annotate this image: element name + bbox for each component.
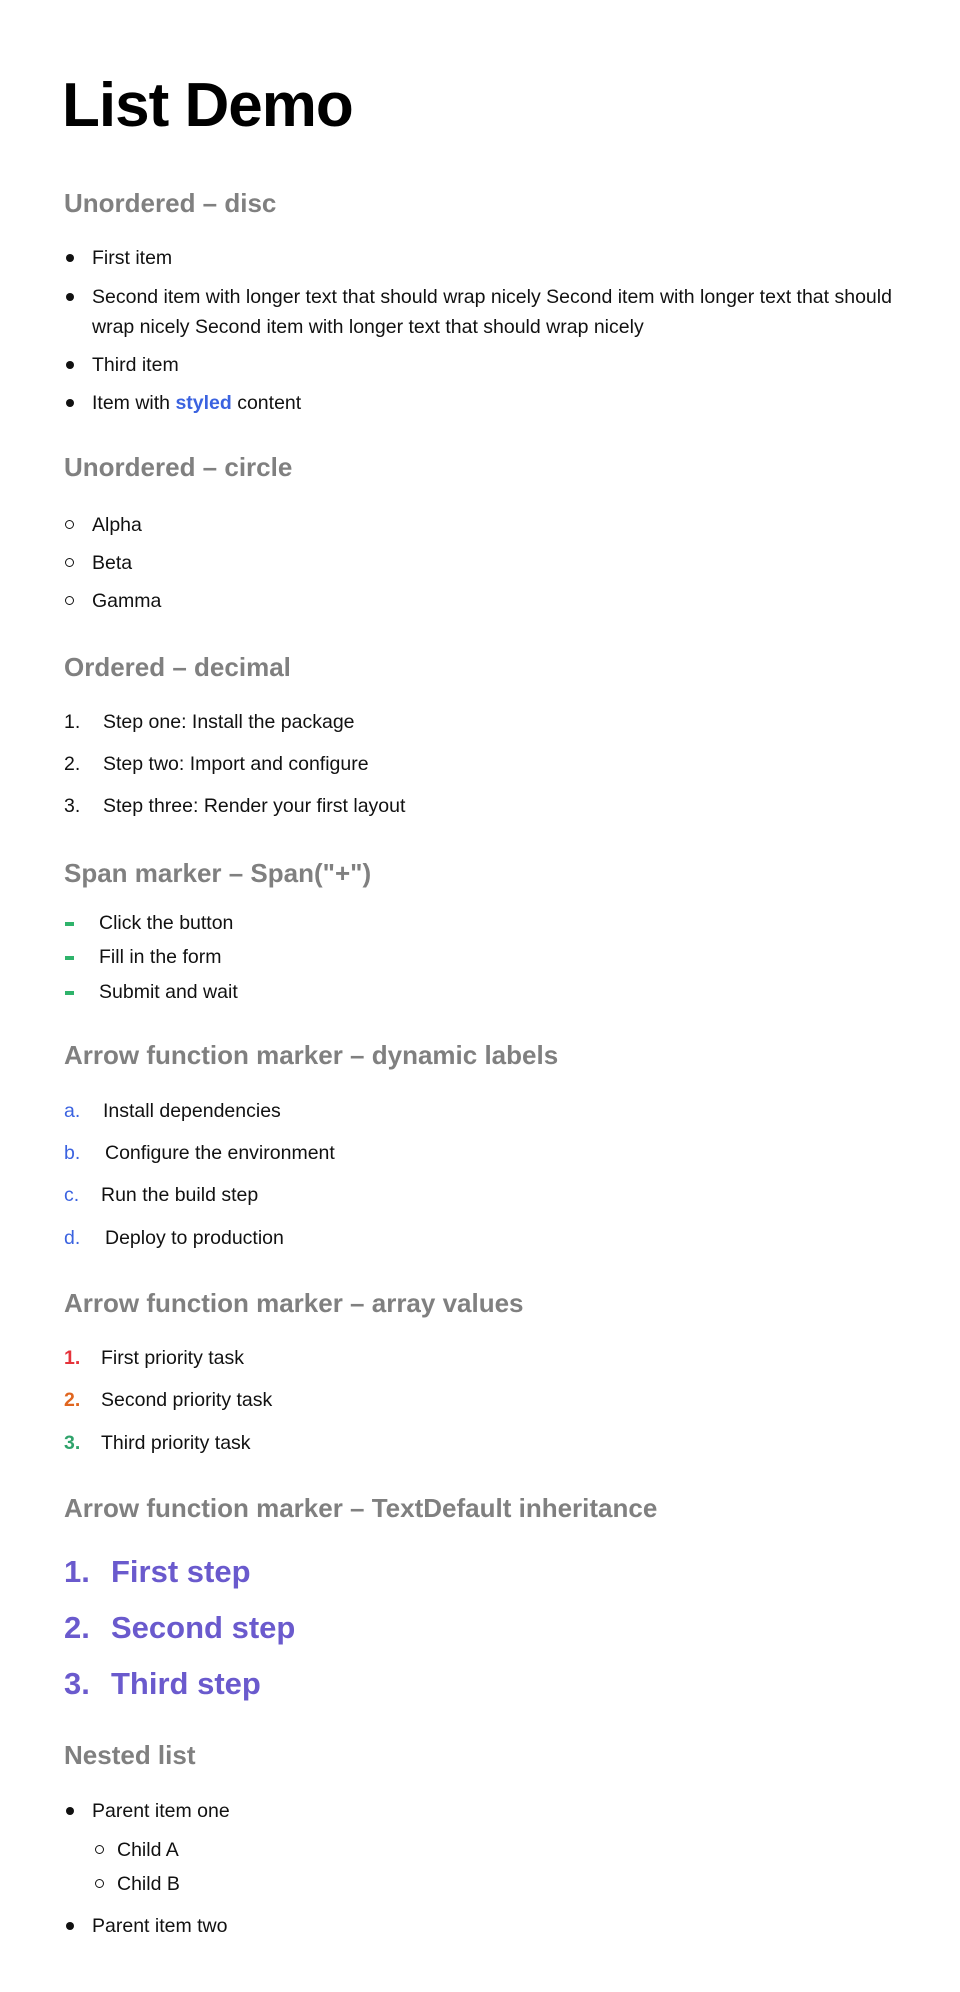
item-text: Parent item two: [92, 1915, 228, 1937]
list-marker: 1.: [64, 1347, 81, 1369]
item-text: Submit and wait: [99, 981, 238, 1003]
item-text: Second item with longer text that should wrap nicely Second item with longer text that should wrap nicely Second item with longer text that should wrap nicely: [92, 286, 892, 338]
circle-bullet-icon: [65, 520, 74, 529]
item-text: Child B: [117, 1873, 180, 1895]
item-text: Second step: [111, 1610, 296, 1645]
disc-bullet-icon: [66, 361, 74, 369]
item-text: Click the button: [99, 912, 234, 934]
disc-bullet-icon: [66, 1922, 74, 1930]
disc-bullet-icon: [66, 293, 74, 301]
list-marker: a.: [64, 1100, 81, 1122]
page-title: List Demo: [62, 71, 353, 140]
item-text: Run the build step: [101, 1184, 259, 1206]
item-text: Third item: [92, 354, 179, 376]
disc-bullet-icon: [66, 399, 74, 407]
item-text: Configure the environment: [105, 1142, 335, 1164]
item-text: Step two: Import and configure: [103, 753, 369, 775]
list-marker: 2.: [64, 753, 81, 775]
item-text: Third step: [111, 1666, 261, 1701]
list-marker: 3.: [64, 1666, 90, 1701]
dash-marker-icon: [65, 991, 74, 995]
list-marker: 1.: [64, 711, 81, 733]
disc-bullet-icon: [66, 254, 74, 262]
item-text: Gamma: [92, 590, 162, 612]
item-text: Step three: Render your first layout: [103, 795, 406, 817]
text-after: content: [231, 392, 302, 414]
dash-marker-icon: [65, 922, 74, 926]
item-text: Third priority task: [101, 1432, 251, 1454]
text-before: Item with: [92, 392, 176, 414]
list-marker: 3.: [64, 795, 81, 817]
item-text: First item: [92, 247, 173, 269]
section-heading-decimal: Ordered – decimal: [64, 652, 291, 682]
list-marker: c.: [64, 1184, 80, 1206]
circle-bullet-icon: [65, 596, 74, 605]
list-marker: 2.: [64, 1610, 90, 1645]
list-marker: b.: [64, 1142, 81, 1164]
section-heading-dynamic: Arrow function marker – dynamic labels: [64, 1040, 559, 1070]
circle-bullet-icon: [65, 558, 74, 567]
circle-bullet-icon: [95, 1845, 104, 1854]
disc-bullet-icon: [66, 1807, 74, 1815]
item-text: Fill in the form: [99, 946, 222, 968]
dash-marker-icon: [65, 956, 74, 960]
list-marker: 3.: [64, 1432, 81, 1454]
item-text: Alpha: [92, 514, 142, 536]
section-heading-array: Arrow function marker – array values: [64, 1288, 524, 1318]
item-text: Child A: [117, 1839, 179, 1861]
item-text: Parent item one: [92, 1800, 230, 1822]
list-marker: 2.: [64, 1389, 81, 1411]
section-heading-textdefault: Arrow function marker – TextDefault inheritance: [64, 1493, 658, 1523]
item-text: Beta: [92, 552, 133, 574]
item-text: Step one: Install the package: [103, 711, 355, 733]
list-marker: 1.: [64, 1554, 90, 1589]
item-text: First priority task: [101, 1347, 245, 1369]
styled-text: styled: [175, 392, 232, 414]
item-text: First step: [111, 1554, 251, 1589]
item-text: Second priority task: [101, 1389, 273, 1411]
section-heading-span: Span marker – Span("+"): [64, 858, 372, 888]
item-text: Install dependencies: [103, 1100, 281, 1122]
item-text: [92, 388, 301, 418]
circle-bullet-icon: [95, 1879, 104, 1888]
item-text: Deploy to production: [105, 1227, 284, 1249]
section-heading-disc: Unordered – disc: [64, 188, 277, 218]
section-heading-circle: Unordered – circle: [64, 452, 293, 482]
list-marker: d.: [64, 1227, 81, 1249]
section-heading-nested: Nested list: [64, 1740, 196, 1770]
